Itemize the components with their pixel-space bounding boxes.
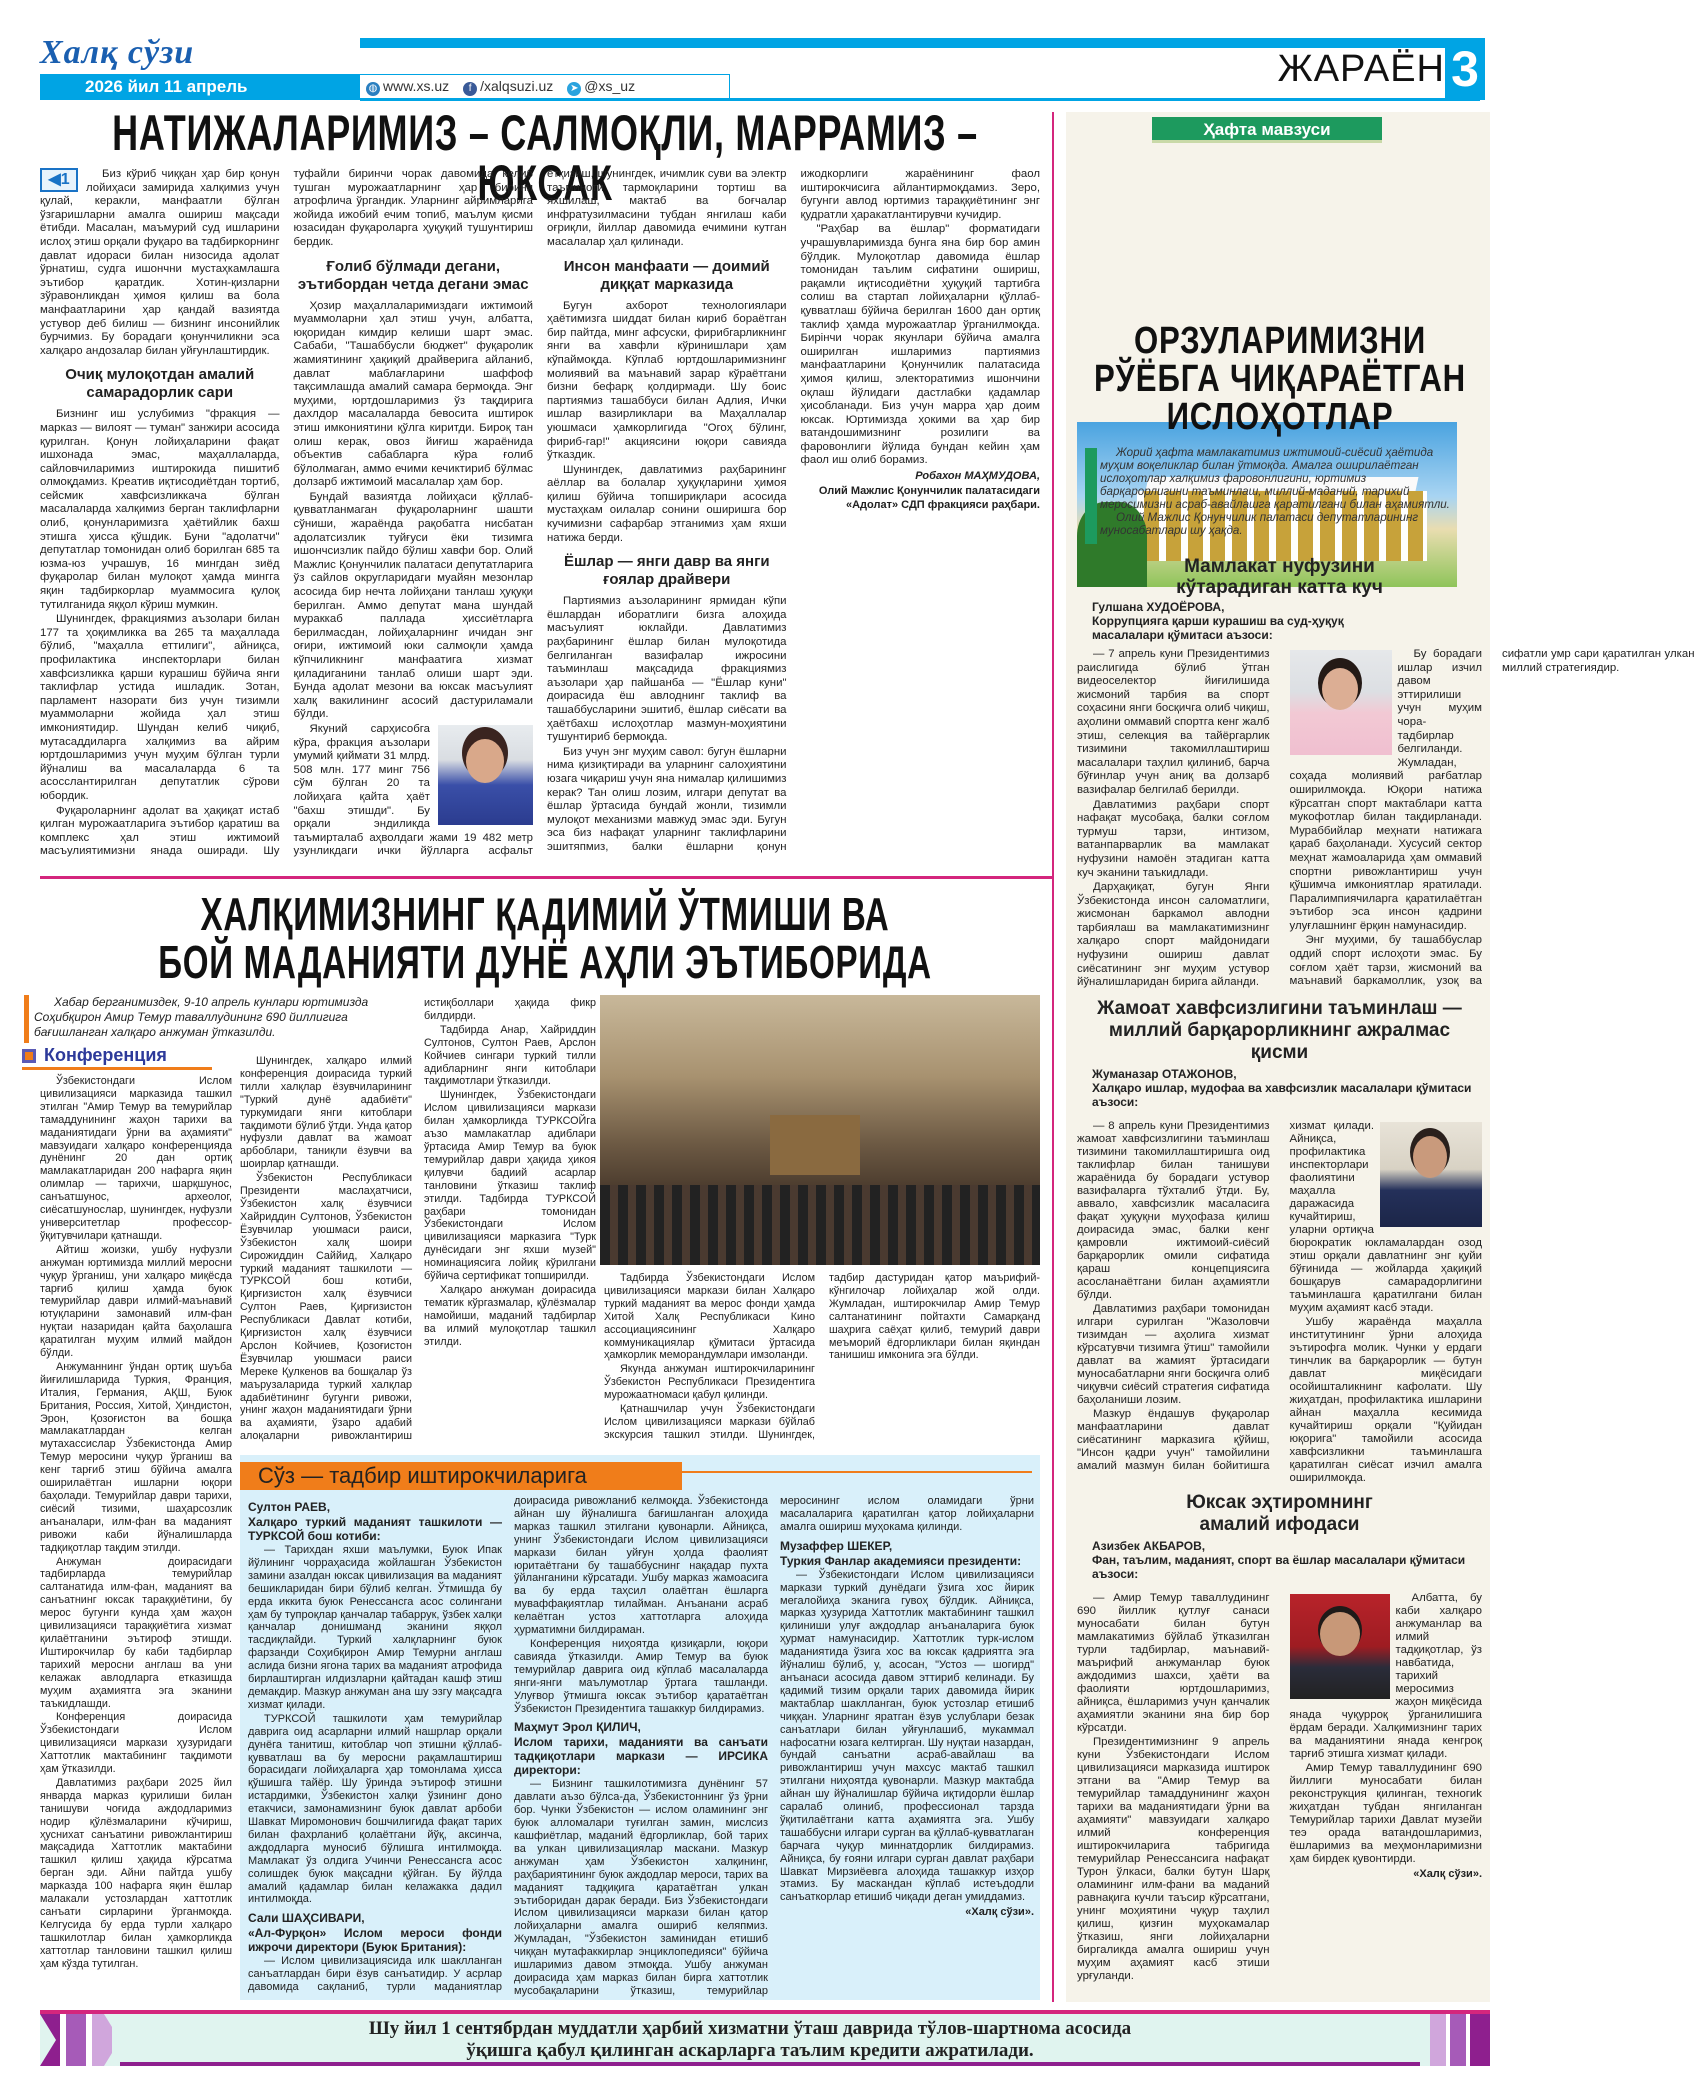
weekly-topic-label: Ҳафта мавзуси xyxy=(1152,117,1382,143)
column-separator xyxy=(1052,112,1054,2002)
continued-marker: ◀1 xyxy=(40,168,78,192)
newspaper-logo: Халқ сўзи xyxy=(40,34,195,71)
sidebar-headline: ОРЗУЛАРИМИЗНИ РЎЁБГА ЧИҚАРАЁТГАН ИСЛОҲОТЛАР xyxy=(1094,320,1466,438)
sidebar-section3-body: — Амир Темур таваллудининг 690 йиллик қутлуғ санаси муносабати билан бутун мамлакатимиз бўйлаб ўтказилган турли тадбирлар, маънавий-маърифий анжуманлар буюк аждодимиз шахси, ҳаёти ва фаолияти юртдошларимиз, айниқса, ёшларимиз учун қанчалик аҳамиятли эканини яна бир бор кўрсатди. Президентимизнинг 9 апрель куни Ўзбекистондаги Ислом цивилизацияси марказида иштирок этгани ва "Амир Темур ва темурийлар тамаддунининг жаҳон тарихи ва маданиятидаги ўрни ва аҳамияти" мавзуидаги халқаро илмий конференция иштирокчиларига табригида темурийлар Ренессансига нафақат Турон ўлкаси, балки бутун Шарқ оламининг илм-фани ва маданий равнақига кучли таъсир кўрсатгани, унинг моҳиятини чуқур таҳлил қилиш, қизғин муҳокамалар ўтказиш, янги лойиҳаларни биргаликда амалга ошириш учун муҳим аҳамият касб этиши урғуланди. Албатта, бу каби халқаро анжуманлар ва илмий тадқиқотлар, ўз навбатида, тарихий меросимиз жаҳон миқёсида янада чуқурроқ ўрганилишига ёрдам беради. Халқимизнинг тарих ва маданиятини янада кенгроқ тарғиб этишга хизмат қилади. Амир Темур таваллудининг 690 йиллиги муносабати билан реконструкция қилинган, техногиk жиҳатдан тубдан янгиланган Темурийлар тарихи Давлат музейи теэ орада ватандошларимиз, ёшларимиз ва меҳмонларимизни ҳам бирдек қувонтирди. «Халқ сўзи». xyxy=(1077,1592,1482,1982)
person-silhouette xyxy=(1322,668,1358,710)
article2-lead: Хабар берганимиздек, 9-10 апрель кунлари юртимизда Соҳибқирон Амир Темур таваллудининг 690 йиллигига бағишланган халқаро анжуман ўтказилди. xyxy=(34,995,369,1039)
sidebar-section3-title: Юксак эҳтиромнинг амалий ифодаси xyxy=(1186,1492,1373,1535)
facebook-icon: f xyxy=(463,82,477,96)
website-link[interactable]: ◍ www.xs.uz xyxy=(366,78,449,96)
sidebar-section2-body: — 8 апрель куни Президентимиз жамоат хавфсизлигини таъминлаш тизимини такомиллаштиришга оид таклифлар билан танишуви жараёнида бу борадаги устувор вазифаларга тўхталиб ўтди. Бу, аввало, хавфсизлик масаласига фақат ҳуқуқни муҳофаза қилиш доирасида эмас, балки кенг қамровли ижтимоий-сиёсий барқарорлик омили сифатида қараш концепциясига асосланаётгани билан аҳамиятли бўлди. Давлатимиз раҳбари томонидан илгари сурилган "Жазоловчи тизимдан — аҳолига хизмат кўрсатувчи тизимга ўтиш" тамойили давлат ва жамият ўртасидаги муносабатларни янги босқичга олиб чиқувчи сиёсий стратегия сифатида баҳоланиши лозим. Мазкур ёндашув фуқаролар манфаатларини давлат сиёсатининг марказига қўйиш, "Инсон қадри учун" тамойилини амалий мазмун билан бойитишга хизмат қилади. Айниқса, профилактика инспекторлари фаолиятини маҳалла даражасида кучайтириш, уларни ортиқча бюрократик юкламалардан озод этиш орқали давлатнинг энг қуйи бўғинида — жойларда ҳақиқий бошқарув самарадорлигини таъминлашга қаратилгани билан муҳим аҳамият касб этади. Ушбу жараёнда маҳалла институтининг ўрни алоҳида эътирофга молик. Чунки у ердаги тинчлик ва барқарорлик — бутун давлат миқёсидаги осойишталикнинг кафолати. Шу жиҳатдан, профилактика ишларини айнан маҳалла кесимида кучайтириш орқали "Қуйидан юқорига" тамойили асосида хавфсизликни таъминлашга қаратилган сиёсат изчил амалга оширилмоқда. xyxy=(1077,1120,1482,1484)
sidebar-section1-body: — 7 апрель куни Президентимиз раислигида бўлиб ўтган видеоселектор йиғилишида жисмоний тарбия ва спорт соҳасини янги босқичга олиб чиқиш, аҳолини оммавий спортга кенг жалб этиш, селекция ва тайёргарлик тизимини такомиллаштириш масалалари таҳлил қилиниб, барча бўғинлар учун аниқ ва долзарб вазифалар белгилаб берилди. Давлатимиз раҳбари спорт нафақат мусобақа, балки соғлом турмуш тарзи, интизом, ватанпарварлик ва мамлакат нуфузини намоён этадиган катта куч эканини таъкидлади. Дарҳақиқат, бугун Янги Ўзбекистонда инсон саломатлиги, жисмонан баркамол авлодни тарбиялаш ва мамлакатимизнинг халқаро спорт майдонидаги нуфузини ошириш давлат сиёсатининг энг муҳим устувор йўналишларидан бирига айланди. Бу борадаги ишлар изчил давом эттирилиши учун муҳим чора-тадбирлар белгиланди. Жумладан, соҳада молиявий рағбатлар оширилмоқда. Юқори натижа кўрсатган спорт мактаблари катта мукофотлар билан тақдирланади. Мураббийлар меҳнати натижага қараб баҳоланади. Хусусий сектор меҳнат жамоаларида ҳам оммавий спортни ривожлантириш учун қўшимча имкониятлар яратилади. Паралимпиячиларга қаратилаётган эътибор эса инсон қадрини улуғлашнинг ёрқин намунасидир. Энг муҳими, бу ташаббуслар оддий спорт ислоҳоти эмас. Бу соғлом ҳаёт тарзи, жисмоний ва маънавий баркамоллик, узоқ ва сифатли умр сари қаратилган улкан миллий стратегиядир. xyxy=(1077,648,1695,989)
arrow-left-icon: ◀ xyxy=(48,171,61,188)
sidebar-section2-title: Жамоат хавфсизлигини таъминлаш — миллий барқарорликнинг ажралмас қисми xyxy=(1097,998,1462,1063)
article2-left-column: Ўзбекистондаги Ислом цивилизацияси марказида ташкил этилган "Амир Темур ва темурийлар тамаддунининг жаҳон тарихи ва маданиятидаги ўрни ва аҳамияти" мавзуидаги халқаро конференцияда дунёнинг 20 дан ортиқ мамлакатларидан 200 нафарга яқин олимлар — тарихчи, шарқшунос, санъатшунос, археолог, сиёсатшунослар, шунингдек, нуфузли университетлар профессор-ўқитувчилари қатнашди. Айтиш жоизки, ушбу нуфузли анжуман юртимизда миллий меросни чуқур ўрганиш, уни халқаро миқёсда тарғиб қилиш ҳамда буюк темурийлар даври илмий-маънавий ютуқларини замонавий илм-фан нуқтаи назаридан қайта баҳолашга қаратилган муҳим илмий майдон бўлди. Анжуманнинг ўндан ортиқ шуъба йиғилишларида Туркия, Франция, Италия, Германия, АҚШ, Буюк Британия, Россия, Хитой, Ҳиндистон, Эрон, Қозоғистон ва бошқа мамлакатлардан келган мутахассислар Ўзбекистонда Амир Темур меросини чуқур ўрганиш ва кенг тарғиб этиш бўйича амалга оширилаётган ишларни юқори баҳолади. Темурийлар даври тарихи, сиёсий тизими, шаҳарсозлик анъаналари, илм-фан ва маданият ривожи каби йўналишларда тадқиқотлар тақдим этилди. Анжуман доирасидаги тадбирларда темурийлар салтанатида илм-фан, маданият ва санъатнинг юксак тараққиётини, бу мерос бугунги кунда ҳам жаҳон цивилизацияси тараққиётига хизмат қилаётганини эътироф этишди. Иштирокчилар бу каби тадбирлар тарихий меросни англаш ва уни келажак авлодларга етказишда муҳим аҳамиятга эга эканини таъкидлашди. Конференция доирасида Ўзбекистондаги Ислом цивилизацияси маркази ҳузуридаги Хаттотлик мактабининг тақдимоти ҳам ўтказилди. Давлатимиз раҳбари 2025 йил январда марказ қурилиши билан танишуви чоғида аждодларимиз нодир қўлёзмаларини кўчириш, ҳусниxат санъатини ривожлантириш мақсадида Хаттотлик мактабини ташкил қилиш ҳақида кўрсатма берган эди. Айни пайтда ушбу марказда 100 нафарга яқин ёшлар малакали устозлардан хаттотлик санъати сирларини ўрганмоқда. Келгусида бу ерда турли халқаро ташкилотлар билан ҳамкорликда хаттотлар танловини ташкил қилиш ҳам кўзда тутилган. xyxy=(40,1075,232,1970)
banner-bottom-rule xyxy=(120,2062,1420,2066)
telegram-icon: ➤ xyxy=(567,82,581,96)
article1-body: ◀1 Биз кўриб чиққан ҳар бир қонун лойиҳаси замирида халқимиз учун қулай, керакли, манфаатли бўлган ўзгаришларни амалга ошириш мақсади ётибди. Масалан, маъмурий суд ишларини ислоҳ этиш орқали фуқаро ва тадбиркорнинг давлат идораси билан низосида адолат ўрнатиш, судга ишончни мустаҳкамлашга эътибор қаратдик. Хотин-қизларни зўравонликдан ҳимоя қилиш ва бола манфаатларини ҳар қандай вазиятда устувор деб билиш — бизнинг инсонийлик бурчимиз. Бу борадаги қонунчиликни эса халқаро андозалар билан уйғунлаштирдик. Очиқ мулоқотдан амалий самарадорлик сари Бизнинг иш услубимиз "фракция — марказ — вилоят — туман" занжири асосида қурилган. Қонун лойиҳаларини фақат ишхонада эмас, маҳаллаларда, сайловчиларимиз иштирокида пишитиб олмоқдамиз. Креатив иқтисодиётдан тортиб, сейсмик хавфсизликкача бўлган масалаларда халқимиз берган таклифларни олиб, қонунларимизга ҳаётийлик бахш этишга ҳисса қўшдик. Буни "адолатчи" депутатлар томонидан олиб борилган 685 та юзма-юз учрашув, 16 мингдан зиёд фуқаролар билан мулоқот ҳамда мингга яқин тадбиркорлар муаммосига қулоқ тутилганида яққол кўриш мумкин. Шунингдек, фракциямиз аъзолари билан 177 та ҳоқимликка ва 265 та маҳаллада бўлиб, "маҳалла еттилиги", айниқса, профилактика инспекторлари билан хавфсизликка қарши курашиш бўйича янги таклифлар устида ишладик. Зотан, парламент назорати биз учун тизимли муаммоларни жойида ҳал этиш имкониятидир. Шундан келиб чиқиб, мутасаддиларга халқимиз ва айрим юртдошларимиз учун муҳим бўлган турли йўналиш ва масалаларда 6 та асосслантирилган депутатлик сўрови юбордик. Фуқароларнинг адолат ва ҳақиқат истаб қилган мурожаатларига эътибор қаратиш ва комплекс ҳал этиш ижтимоий масъулиятимизни янада оширади. Шу туфайли биринчи чорак давомида келиб тушган мурожаатларнинг ҳар бирини атрофлича ўргандик. Уларнинг айримларига жойида ижобий ечим топиб, маълум қисми юзасидан фуқароларга ҳуқуқий тушунтириш бердик. Ғолиб бўлмади дегани, эътибордан четда дегани эмас Ҳозир маҳаллаларимиздаги ижтимоий муаммоларни ҳал этиш учун, албатта, юқоридан кимдир келиши шарт эмас. Сабаби, "Ташаббусли бюджет" фуқаролик жамиятининг ҳақиқий драйверига айланиб, давлат маблағларини шаффоф тақсимлашда амалий самара бермоқда. Энг муҳими, юртдошларимиз ўз тақдирига дахлдор масалаларда бевосита иштирок этиш имкониятини қўлга киритди. Бироқ тан олиш керак, овоз йиғиш жараёнида объектив сабабларга кўра ғолиб бўлолмаган, аммо ечими кечиктириб бўлмас долзарб ижтимоий масалалар ҳам бор. Бундай вазиятда лойиҳаси қўллаб-қувватланмаган фуқароларнинг шашти сўниши, жараёнда рақобатга нисбатан адолатсизлик туйғуси ёки тизимга ишончсизлик пайдо бўлиш хавфи бор. Олий Мажлис Қонунчилик палатаси депутатларига ўз сайлов округларидаги муайян мезонлар асосида бир нечта лойиҳани танлаш ҳуқуқи берилган. Аммо депутат мана шундай мураккаб паллада ҳиссиётларга берилмасдан, лойиҳаларнинг ичидан энг оғири, ижтимоий юки салмоқли ҳамда кўпчиликнинг манфаатига хизмат қиладиганини танлаб олиши шарт эди. Бунда адолат мезони ва юксак масъулият халқ вакилининг асосий дастуриламали бўлди. Якуний сарҳисобга кўра, фракция аъзолари умумий қиймати 31 млрд. 508 млн. 177 минг 756 сўм бўлган 20 та лойиҳага қайта ҳаёт "бахш этишди". Бу орқали эндиликда таъмирталаб аҳволдаги жами 19 482 метр узунликдаги ички йўлларга асфальт ётқизиш, шунингдек, ичимлик суви ва электр таъминоти тармоқларини тортиш ва яхшилаш, мактаб ва боғчалар инфратузилмасини тубдан янгилаш каби оғриқли, йиллар давомида ечимини кутган масалалар ҳал қилинади. Инсон манфаати — доимий диққат марказида Бугун ахборот технологиялари ҳаётимизга шиддат билан кириб бораётган бир пайтда, минг афсуски, фирибгарликнинг янги ва хавфли кўринишлари ҳам кўпаймоқда. Кўплаб юртдошларимизнинг молиявий ва маънавий зарар кўраётгани бизни бефарқ қолдирмади. Шу боис партиямиз ташаббуси билан Адлия, Ички ишлар вазирликлари ва Маҳаллалар уюшмаси ҳамкорлигида "Огоҳ бўлинг, фириб-гар!" акциясини юқори савияда ўтказдик. Шунингдек, давлатимиз раҳбарининг аёллар ва болалар ҳуқуқларини ҳимоя қилиш бўйича топшириқлари асосида мустаҳкам оилалар сонини оширишга бор кучимизни сафарбар этганимиз ҳам яхши натижа берди. Ёшлар — янги давр ва янги ғоялар драйвери Партиямиз аъзоларининг ярмидан кўпи ёшлардан иборатлиги бизга алоҳида масъулият юклайди. Давлатимиз раҳбарининг ёшлар билан мулоқотида белгиланган вазифалар ижросини таъминлаш мақсадида фракциямиз аъзолари ҳар пайшанба — "Ёшлар куни" доирасида ёш авлоднинг таклиф ва ташаббусларини эшитиб, ёшлар сиёсати ва ҳаётбахш ислоҳотлар мазмун-моҳиятини тушунтириб бермоқда. Биз учун энг муҳим савол: бугун ёшларни нима қизиқтиради ва уларнинг салоҳиятини юзага чиқариш учун яна нималар қилишимиз керак? Тан олиш лозим, илгари депутат ва ёшлар ўртасида бундай жонли, тизимли мулоқот механизми мавжуд эмас эди. Бугун эса биз нафақат уларнинг таклифларини эшитяпмиз, балки ёшларни қонун ижодкорлиги жараёнининг фаол иштирокчисига айлантирмоқдамиз. Зеро, бугунги авлод юртимиз тараққиётининг энг қудратли ҳаракатлантирувчи кучидир. "Раҳбар ва ёшлар" форматидаги учрашувларимизда бунга яна бир бор амин бўлдик. Мулоқотлар давомида ёшлар томонидан таълим сифатини ошириш, рақамли иқтисодиётни ҳуқуқий тартибга солиш ва стартап лойиҳаларни қўллаб-қувватлаш бўйича берилган 1600 дан ортиқ таклиф ҳамда мурожаатлар ўрганилмоқда. Бирінчи чорак якунлари бўйича амалга оширилган ишларимиз партиямиз манфаатларини Қонунчилик палатасида ҳимоя қилиш, электоратимиз ишончини оқлаш йўлидаги дастлабки қадамлар ҳисобланади. Биз учун марра ҳар доим юксак. Юртимизда ҳокими ва ҳар бир ватандошимизнинг розилиги ва фаровонлиги йўлида бундан кейин ҳам фаол иш олиб борамиз. Робахон МАҲМУДОВА, Олий Мажлис Қонунчилик палатасидаги «Адолат» СДП фракцияси раҳбари. xyxy=(40,168,1040,858)
header-bottom-rule xyxy=(360,98,1480,101)
facebook-link[interactable]: f /xalqsuzi.uz xyxy=(463,78,553,96)
author-photo-akbarov xyxy=(1290,1594,1390,1699)
rubric-conference: Конференция xyxy=(22,1044,212,1070)
telegram-link[interactable]: ➤ @xs_uz xyxy=(567,78,635,96)
lead-accent-bar xyxy=(1085,448,1097,544)
bar-decoration-right xyxy=(1430,2014,1490,2066)
section2-author: Жуманазар ОТАЖОНОВ, Халқаро ишлар, мудофаа ва хавфсизлик масалалари қўмитаси аъзоси: xyxy=(1092,1067,1472,1109)
quotes-body: Султон РАЕВ, Халқаро туркий маданият ташкилоти — ТУРКСОЙ бош котиби: — Тарихдан яхши маълумки, Буюк Ипак йўлининг чорраҳасида жойлашган Ўзбекистон замини азалдан юксак цивилизация ва маданият бешикларидан бири бўлиб келган. Ўтмишда бу ерда иккита буюк Ренессансга асос солингани ҳам бу тупроқлар қанчалар табаррук, ўзбек халқи қанчалар донишманд эканини яққол тасдиқлайди. Туркий халқларнинг буюк фарзанди Соҳибқирон Амир Темурни англаш аслида бизни ягона тарих ва маданият атрофида бирлаштирган илдизларни қайтадан кашф этиш демакдир. Мазкур анжуман ана шу эзгу мақсадга хизмат қилади. ТУРКСОЙ ташкилоти ҳам темурийлар даврига оид асарларни илмий нашрлар орқали дунёга танитиш, китоблар чоп этишни қўллаб-қувватлаш ва бу меросни рақамлаштириш борасидаги лойиҳаларга ҳар томонлама ҳисса қўшишга тайёр. Шу ўринда эътироф этишни истардимки, Ўзбекистон халқи ўзининг доно етакчиси, замонамизнинг буюк давлат арбоби Шавкат Миромонович бошчилигида фақат тарих билан фахрланиб қолаётгани йўқ, аксинча, аждодларга муносиб бўлишга интилмоқда. Мамлакат ўз олдига Учинчи Ренессансга асос солишдек буюк мақсадни қўйган. Бу йўлда амалий қадамлар билан келажакка дадил интилмоқда. Сали ШАҲСИВАРИ, «Ал-Фурқон» Ислом мероси фонди ижрочи директори (Буюк Британия): — Ислом цивилизациясида илк шаклланган санъатлардан бири ёзув санъатидир. У асрлар давомида сақланиб, турли маданиятлар доирасида ривожланиб келмоқда. Ўзбекистонда айнан шу йўналишга бағишланган алоҳида марказ ташкил этилгани қувонарли. Айниқса, унинг Ўзбекистондаги Ислом цивилизацияси маркази билан уйғун ҳолда фаолият юритаётгани бу ташаббуснинг нақадар пухта ўйланганини кўрсатади. Ушбу марказ жамоасига ва бу ерда таҳсил олаётган ёшларга муваффақиятлар тилайман. Анъанани асраб келаётган устоз хаттотларга алоҳида ҳурматимни билдираман. Конференция ниҳоятда қизиқарли, юқори савияда ўтказилди. Амир Темур ва буюк темурийлар даврига оид кўплаб масалаларда янги-янги маълумотлар ўртага ташланди. Улуғвор ўтмишга юксак эътибор қаратаётган Ўзбекистон Президентига ташаккур билдирамиз. Маҳмут Эрол ҚИЛИЧ, Ислом тарихи, маданияти ва санъати тадқиқотлари маркази — ИРСИКА директори: — Бизнинг ташкилотимизга дунёнинг 57 давлати аъзо бўлса-да, Ўзбекистоннинг ўз ўрни бор. Чунки Ўзбекистон — ислом оламининг энг буюк алломалари туғилган замин, мислсиз кашфиётлар, маданий ёдгорликлар, бой тарих ва улкан цивилизациялар маскани. Мазкур анжуман ҳам Ўзбекистон халқининг, раҳбариятининг буюк аждодлар мероси, тарих ва маданият тадқиқига қаратаётган улкан эътиборидан дарак беради. Биз Ўзбекистондаги Ислом цивилизацияси маркази билан қатор лойиҳаларни амалга ошириб келяпмиз. Жумладан, "Ўзбекистон заминидан етишиб чиққан мутафаккирлар энциклопедияси" бўйича ишларимиз давом этмоқда. Ушбу анжуман доирасида ҳам марказ билан бирга хаттотлик мусобақаларини ўтказиш, темурийлар меросининг ислом оламидаги ўрни масалаларига қаратилган қатор лойиҳаларни амалга ошириш муҳокама қилинди. Музаффер ШЕКЕР, Туркия Фанлар академияси президенти: — Ўзбекистондаги Ислом цивилизацияси маркази туркий дунёдаги ўзига хос йирик мегалойиҳа эканига гувоҳ бўлдик. Айниқса, марказ ҳузурида Хаттотлик мактабининг ташкил қилиниши улуғ аждодлар анъаналарига буюк ҳурмат намунасидир. Хаттотлик турк-ислом маданиятида ўзига хос ва юксак қадриятга эга йўналиш бўлиб, у, асосан, "Устоз — шогирд" анъанаси асосида давом эттириб келинади. Бу қадимий тизим орқали тарих давомида йирик мактаблар шаклланган, буюк устозлар етишиб чиққан. Уларнинг яратган ёзув услублари безак санъатлари билан уйғунлашиб, мукаммал нафосатни юзага келтирган. Шу нуқтаи назардан, бундай санъатни асраб-авайлаш ва ривожлантириш учун махсус мактаб ташкил этилгани ниҳоятда қувонарли. Мазкур мактабда айнан шу йўналишлар бўйича иқтидорли ёшлар саралаб олиниб, профессионал тарзда ўқитилаётгани катта аҳамиятга эга. Ушбу ташаббусни илгари сурган ва қўллаб-қувватлаган барчага чуқур миннатдорлик билдирамиз. Айниқса, бу ғояни илгари сурган давлат раҳбари Шавкат Мирзиёевга алоҳида ташаккур изҳор этамиз. Бу маскандан кўплаб истеъдодли санъаткорлар етишиб чиқади деган умиддамиз. «Халқ сўзи». xyxy=(248,1495,1034,1997)
square-icon xyxy=(22,1049,36,1063)
section-title: ЖАРАЁН xyxy=(1277,48,1445,90)
author-photo-makhmudova xyxy=(438,725,533,825)
article2-body: Шунингдек, халқаро илмий конференция доирасида туркий тилли халқлар ёзувчиларининг "Туркий дунё адабиёти" туркумидаги янги китоблари тақдимоти бўлиб ўтди. Унда қатор нуфузли давлат ва жамоат арбоблари, таниқли ёзувчи ва шоирлар қатнашди. Ўзбекистон Республикаси Президенти маслаҳатчиси, Ўзбекистон халқ ёзувчиси Хайриддин Султонов, Ўзбекистон Ёзувчилар уюшмаси раиси, Ўзбекистон халқ шоири Сирожиддин Саййид, Халқаро туркий маданият ташкилоти — ТУРКСОЙ бош котиби, Қирғизистон халқ ёзувчиси Султон Раев, Қирғизистон Республикаси Давлат котиби, Қирғизистон халқ ёзувчиси Арслон Койчиев, Қозоғистон Ёзувчилар уюшмаси раиси Мереке Қулкенов ва бошқалар ўз маърузаларида туркий халқлар адабиётининг бугунги ривожи, унинг жаҳон маданиятидаги ўрни ва аҳамияти, ўзаро адабий алоқаларни ривожлантириш истиқболлари ҳақида фикр билдирди. Тадбирда Анар, Хайриддин Султонов, Султон Раев, Арслон Койчиев сингари туркий тилли адибларнинг янги китоблари тақдимотлари ўтказилди. Шунингдек, Ўзбекистондаги Ислом цивилизацияси маркази билан ҳамкорликда ТУРКСОЙга аъзо мамлакатлар адиблари ўртасида Амир Темур ва буюк темурийлар даври ҳақида ҳикоя қилувчи бадиий асарлар танловини ўтказиш таклиф этилди. Тадбирда ТУРКСОЙ раҳбари томонидан Ўзбекистондаги Ислом цивилизацияси марказига "Турк дунёсидаги энг яхши музей" номинациясига лойиқ кўрилгани бўйича сертификат топширилди. Халқаро анжуман доирасида тематик кўргазмалар, қўлёзмалар намойиши, маданий тадбирлар ва илмий мулоқотлар ташкил этилди. xyxy=(240,997,596,1443)
person-silhouette xyxy=(1413,1136,1447,1178)
source-credit: «Халқ сўзи». xyxy=(1413,1868,1482,1880)
sidebar-lead: Жорий ҳафта мамлакатимиз ижтимоий-сиёсий ҳаётида муҳим воқеликлар билан ўтмоқда. Амалга оширилаётган ислоҳотлар халқимиз фаровонлигини, юртимиз барқарорлигини таъминлаш, миллий-маданий, тарихий меросимизни асраб-авайлашга қаратилгани билан аҳамиятли. Олий Мажлис Қонунчилик палатаси депутатларининг муносабатлари шу ҳақда. xyxy=(1100,446,1450,537)
quotes-title-rule xyxy=(682,1471,1032,1473)
article2-headline: ХАЛҚИМИЗНИНГ ҚАДИМИЙ ЎТМИШИ ВА БОЙ МАДАНИЯТИ ДУНЁ АҲЛИ ЭЪТИБОРИДА xyxy=(158,888,932,988)
article1-headline: НАТИЖАЛАРИМИЗ – САЛМОҚЛИ, МАРРАМИЗ – ЮКСАК xyxy=(112,105,978,211)
social-links xyxy=(360,74,730,100)
section-divider xyxy=(40,876,1052,879)
author-photo-khudoyorova xyxy=(1290,650,1392,755)
issue-date: 2026 йил 11 апрель xyxy=(40,74,360,100)
page-number: 3 xyxy=(1445,38,1485,100)
author-photo-otajonov xyxy=(1380,1122,1482,1227)
conference-hall-photo xyxy=(600,995,1040,1265)
source-credit: «Халқ сўзи». xyxy=(965,1906,1034,1919)
person-silhouette xyxy=(466,739,504,783)
section1-author: Гулшана ХУДОЁРОВА, Коррупцияга қарши курашиш ва суд-ҳуқуқ масалалари қўмитаси аъзоси: xyxy=(1092,600,1344,642)
person-silhouette xyxy=(1320,1612,1360,1656)
header-top-bar xyxy=(360,38,1480,48)
quotes-box-title: Сўз — тадбир иштирокчиларига xyxy=(240,1462,682,1490)
lead-accent-bar xyxy=(24,995,29,1043)
article2-under-photo: Тадбирда Ўзбекистондаги Ислом цивилизацияси маркази билан Халқаро туркий маданият ва мерос фонди ҳамда Хитой Халқ Республикаси Кино ассоциациясининг Халқаро коммуникациялар қўмитаси ўртасида ҳамкорлик меморандумлари имзоланди. Якунда анжуман иштирокчиларининг Ўзбекистон Республикаси Президентига мурожаатномаси қабул қилинди. Қатнашчилар учун Ўзбекистондаги Ислом цивилизацияси маркази бўйлаб экскурсия ташкил этилди. Шунингдек, тадбир дастуридан қатор маърифий-кўнгилочар лойиҳалар жой олди. Жумладан, иштирокчилар Амир Темур салтанатининг пойтахти Самарқанд шаҳрига саёҳат қилиб, темурий даври меъморий ёдгорликлари билан яқиндан танишиш имконига эга бўлди. xyxy=(604,1272,1040,1441)
sidebar-section1-title: Мамлакат нуфузини кўтарадиган катта куч xyxy=(1176,556,1383,598)
author-name: Робахон МАҲМУДОВА, xyxy=(915,470,1040,483)
section3-author: Азизбек АКБАРОВ, Фан, таълим, маданият, спорт ва ёшлар масалалари қўмитаси аъзоси: xyxy=(1092,1539,1466,1581)
globe-icon: ◍ xyxy=(366,82,380,96)
footer-banner-text: Шу йил 1 сентябрдан муддатли ҳарбий хизматни ўташ даврида тўлов-шартнома асосида ўқишга қабул қилинган аскарларга таълим кредити ажратилади. xyxy=(368,2018,1132,2061)
author-title: Олий Мажлис Қонунчилик палатасидаги «Адолат» СДП фракцияси раҳбари. xyxy=(818,485,1040,512)
stage-podium xyxy=(770,1115,860,1175)
audience-rows xyxy=(600,1185,1040,1265)
